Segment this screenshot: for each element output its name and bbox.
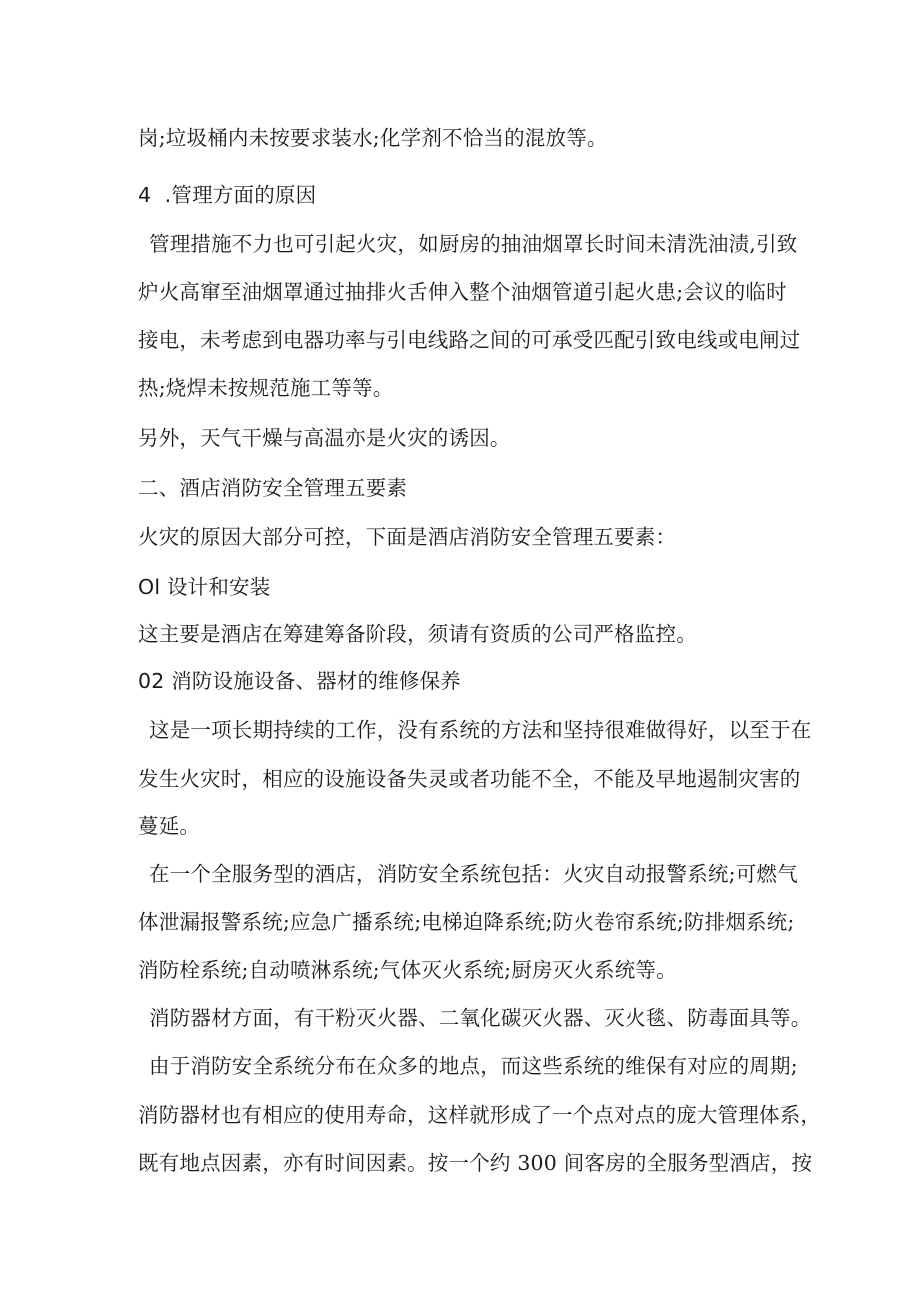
paragraph-line: 这是一项长期持续的工作，没有系统的方法和坚持很难做得好，以至于在 bbox=[149, 718, 812, 742]
paragraph-line: 另外，天气干燥与高温亦是火灾的诱因。 bbox=[138, 426, 511, 450]
paragraph-line: 体泄漏报警系统;应急广播系统;电梯迫降系统;防火卷帘系统;防排烟系统; bbox=[138, 910, 795, 934]
paragraph-line: 蔓延。 bbox=[138, 814, 201, 838]
paragraph-line: 管理措施不力也可引起火灾，如厨房的抽油烟罩长时间未清洗油渍,引致 bbox=[149, 232, 798, 256]
text-line: 岗;垃圾桶内未按要求装水;化学剂不恰当的混放等。 bbox=[138, 126, 608, 150]
paragraph-line: 这主要是酒店在筹建筹备阶段，须请有资质的公司严格监控。 bbox=[138, 622, 697, 646]
paragraph-line: 在一个全服务型的酒店，消防安全系统包括：火灾自动报警系统;可燃气 bbox=[149, 862, 798, 886]
subsection-heading: 02 消防设施设备、器材的维修保养 bbox=[138, 669, 462, 693]
paragraph-line: 热;烧焊未按规范施工等等。 bbox=[138, 376, 394, 400]
paragraph-line: 发生火灾时，相应的设施设备失灵或者功能不全，不能及早地遏制灾害的 bbox=[138, 767, 801, 791]
paragraph-line: 炉火高窜至油烟罩通过抽排火舌伸入整个油烟管道引起火患;会议的临时 bbox=[138, 280, 787, 304]
paragraph-line: 由于消防安全系统分布在众多的地点，而这些系统的维保有对应的周期; bbox=[149, 1054, 798, 1078]
subsection-heading: Ol 设计和安装 bbox=[138, 575, 271, 599]
paragraph-line: 火灾的原因大部分可控，下面是酒店消防安全管理五要素： bbox=[138, 525, 677, 549]
paragraph-line: 既有地点因素，亦有时间因素。按一个约 300 间客房的全服务型酒店，按 bbox=[138, 1151, 813, 1175]
section-heading: 二、酒店消防安全管理五要素 bbox=[138, 476, 408, 500]
paragraph-line: 接电，未考虑到电器功率与引电线路之间的可承受匹配引致电线或电闸过 bbox=[138, 328, 801, 352]
paragraph-line: 消防器材也有相应的使用寿命，这样就形成了一个点对点的庞大管理体系， bbox=[138, 1103, 822, 1127]
paragraph-line: 消防栓系统;自动喷淋系统;气体灭火系统;厨房灭火系统等。 bbox=[138, 958, 677, 982]
paragraph-line: 消防器材方面，有干粉灭火器、二氧化碳灭火器、灭火毯、防毒面具等。 bbox=[149, 1006, 812, 1030]
section-heading: 4 .管理方面的原因 bbox=[138, 183, 317, 207]
